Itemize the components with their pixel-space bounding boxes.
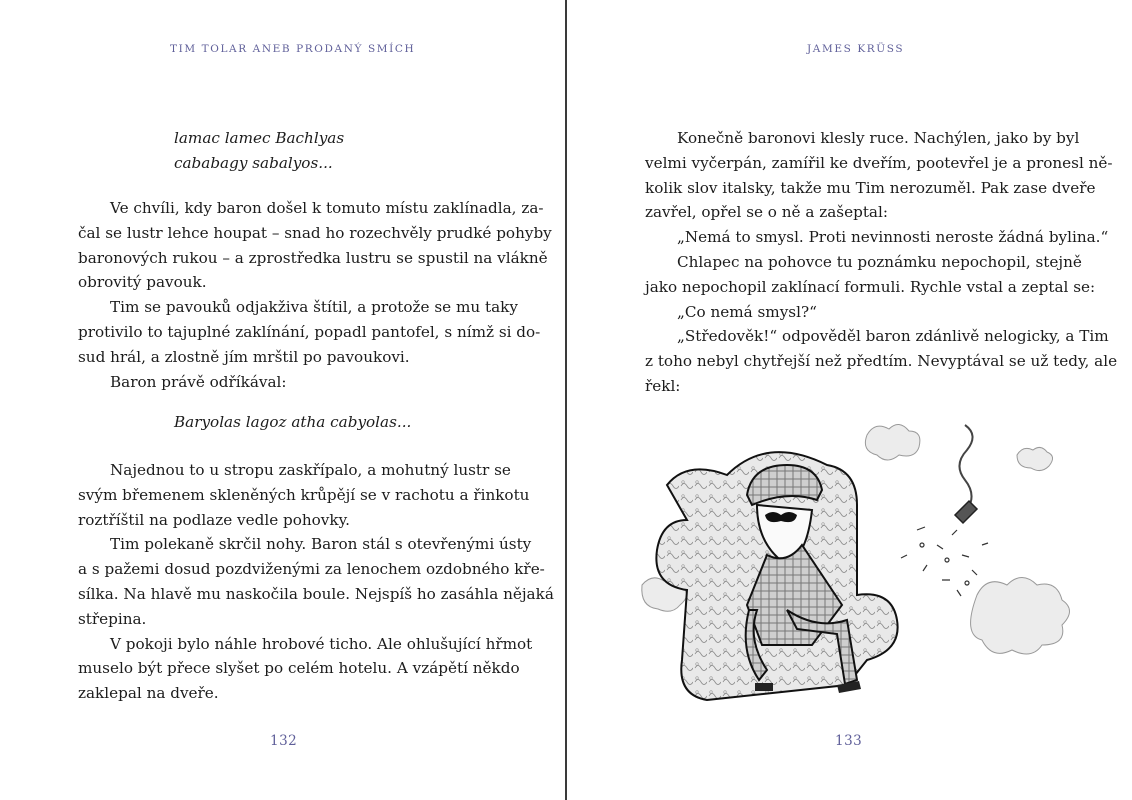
page-number: 133: [835, 733, 863, 749]
text-line: svým břemenem skleněných krůpějí se v rachotu a řinkotu: [78, 485, 530, 504]
body-text-left: [78, 196, 552, 394]
text-line: muselo být přece slyšet po celém hotelu. A vzápětí někdo: [78, 659, 520, 678]
text-line: obrovitý pavouk.: [78, 273, 207, 292]
armchair-illustration: [637, 395, 1087, 725]
text-line: velmi vyčerpán, zamířil ke dveřím, pootevřel je a pronesl ně-: [645, 153, 1113, 172]
text-line: řekl:: [645, 376, 681, 395]
text-line: Ve chvíli, kdy baron došel k tomuto místu zaklínadla, za-: [110, 199, 544, 217]
verse-1: [174, 126, 344, 176]
verse-line: cababagy sabalyos...: [174, 153, 333, 172]
text-line: a s pažemi dosud pozdviženými za lenochem ozdobného kře-: [78, 560, 545, 579]
text-line: Chlapec na pohovce tu poznámku nepochopil, stejně: [677, 252, 1082, 271]
text-line: „Nemá to smysl. Proti nevinnosti neroste žádná bylina.“: [677, 228, 1109, 247]
text-line: Konečně baronovi klesly ruce. Nachýlen, jako by byl: [677, 129, 1080, 147]
right-page: [567, 0, 1132, 800]
text-line: Baron právě odříkával:: [110, 372, 287, 391]
verse-line: Baryolas lagoz atha cabyolas...: [174, 413, 412, 431]
verse-line: lamac lamec Bachlyas: [174, 129, 345, 147]
running-head-author: JAMES KRÜSS: [807, 43, 905, 55]
text-line: zaklepal na dveře.: [78, 684, 219, 703]
body-text-right: [645, 126, 1118, 399]
text-line: protivilo to tajuplné zaklínání, popadl pantofel, s nímž si do-: [78, 322, 541, 341]
text-line: V pokoji bylo náhle hrobové ticho. Ale ohlušující hřmot: [110, 634, 533, 653]
smoke-icon: [959, 425, 972, 510]
running-head-title: TIM TOLAR ANEB PRODANÝ SMÍCH: [170, 43, 416, 55]
text-line: „Co nemá smysl?“: [677, 302, 817, 321]
text-line: Tim polekaně skrčil nohy. Baron stál s otevřenými ústy: [110, 535, 532, 554]
text-line: kolik slov italsky, takže mu Tim nerozuměl. Pak zase dveře: [645, 178, 1096, 197]
shards-icon: [901, 527, 988, 596]
text-line: Tim se pavouků odjakživa štítil, a protože se mu taky: [110, 298, 518, 317]
left-page: [0, 0, 565, 800]
verse-2: [174, 410, 411, 435]
text-line: střepina.: [78, 609, 147, 628]
text-line: „Středověk!“ odpověděl baron zdánlivě nelogicky, a Tim: [677, 327, 1109, 346]
text-line: baronových rukou – a zprostředka lustru se spustil na vlákně: [78, 248, 548, 267]
text-line: sud hrál, a zlostně jím mrštil po pavoukovi.: [78, 347, 410, 366]
slipper-icon: [955, 501, 977, 523]
text-line: Najednou to u stropu zaskřípalo, a mohutný lustr se: [110, 461, 511, 479]
text-line: jako nepochopil zaklínací formuli. Rychle vstal a zeptal se:: [645, 277, 1096, 296]
text-line: roztříštil na podlaze vedle pohovky.: [78, 510, 350, 529]
body-text-left-2: [78, 458, 554, 706]
text-line: z toho nebyl chytřejší než předtím. Nevyptával se už tedy, ale: [645, 352, 1118, 371]
text-line: čal se lustr lehce houpat – snad ho rozechvěly prudké pohyby: [78, 223, 552, 242]
page-number: 132: [270, 733, 298, 749]
text-line: zavřel, opřel se o ně a zašeptal:: [645, 203, 888, 222]
text-line: sílka. Na hlavě mu naskočila boule. Nejspíš ho zasáhla nějaká: [78, 584, 554, 603]
